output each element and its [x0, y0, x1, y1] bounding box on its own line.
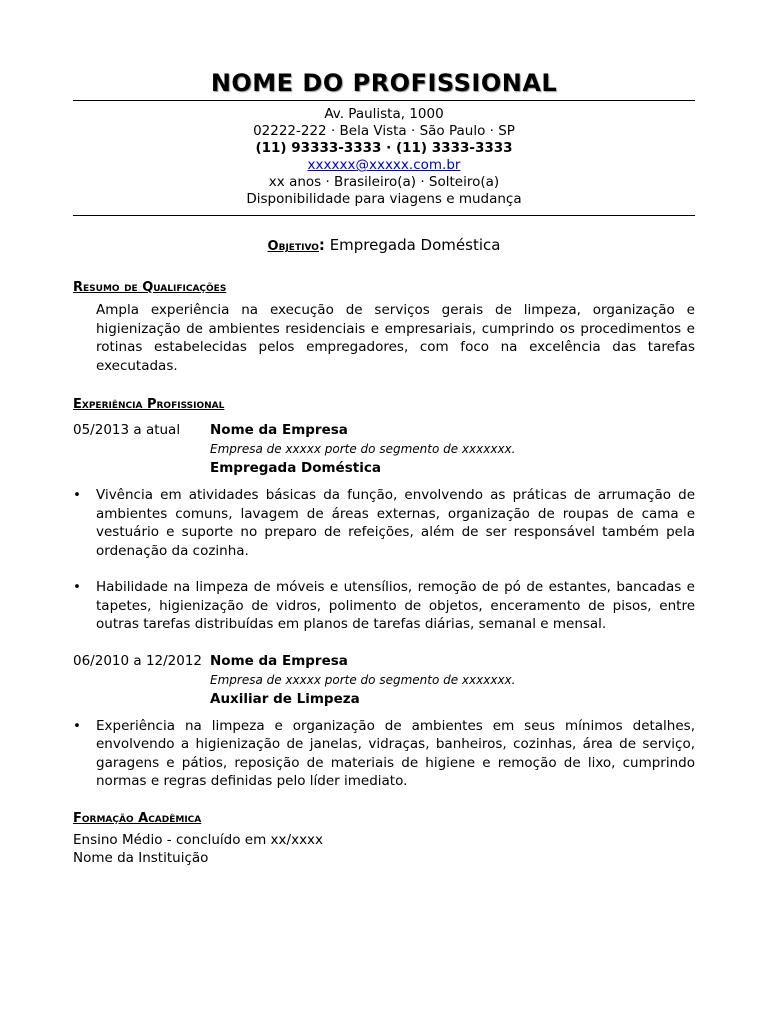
job-description: Empresa de xxxxx porte do segmento de xxxxxxx.: [210, 672, 516, 687]
bullet-text: Habilidade na limpeza de móveis e utensílios, remoção de pó de estantes, bancadas e tapetes, higienização de vidros, polimento de objetos, enceramento de pisos, entre outras tarefas distribuídas em planos de tarefas diárias, semanal e mensal.: [96, 579, 695, 632]
bullet-marker: •: [73, 717, 81, 734]
education-institution: Nome da Instituição: [73, 849, 209, 866]
header-bottom-divider: [73, 215, 695, 216]
education-course: Ensino Médio - concluído em xx/xxxx: [73, 831, 324, 848]
availability: Disponibilidade para viagens e mudança: [246, 191, 522, 207]
education-block: [73, 831, 695, 867]
objective-label: Objetivo: [267, 239, 319, 254]
address: Av. Paulista, 1000: [324, 106, 444, 122]
job-bullets: [73, 717, 695, 791]
resume-page: [73, 0, 695, 867]
objective: [73, 236, 695, 254]
list-item: [73, 717, 695, 791]
job-role: Empregada Doméstica: [210, 460, 381, 476]
bullet-marker: •: [73, 579, 81, 595]
job-period: 05/2013 a atual: [73, 422, 181, 438]
bullet-text: Experiência na limpeza e organização de ambientes em seus mínimos detalhes, envolvendo a higienização de janelas, vidraças, banheiros, cozinhas, área de serviço, garagens e pátios, reposição de materiais de higiene e remoção de lixo, cumprindo normas e regras definidas pelo líder imediato.: [96, 717, 695, 789]
objective-value: Empregada Doméstica: [329, 236, 501, 254]
bullet-text: Vivência em atividades básicas da função, envolvendo as práticas de arrumação de ambientes comuns, lavagem de áreas externas, organização de roupas de cama e vestuário e suporte no preparo de refeições, além de ser responsável também pela ordenação da cozinha.: [96, 487, 695, 559]
list-item: [73, 578, 695, 634]
cep-city: 02222-222 · Bela Vista · São Paulo · SP: [253, 123, 515, 139]
experience-title: Experiência Profissional: [73, 397, 225, 412]
personal-info: xx anos · Brasileiro(a) · Solteiro(a): [268, 174, 500, 190]
list-item: [73, 486, 695, 560]
job-entry: [73, 420, 695, 478]
job-period: 06/2010 a 12/2012: [73, 652, 203, 669]
objective-colon: :: [318, 236, 325, 254]
job-company: Nome da Empresa: [210, 652, 348, 669]
summary-text: Ampla experiência na execução de serviços gerais de limpeza, organização e higienização de ambientes residenciais e empresariais, cumprindo os procedimentos e rotinas estabelecidas pelos empregadores, com foco na excelência das tarefas executadas.: [96, 302, 695, 374]
bullet-marker: •: [73, 487, 81, 503]
job-role: Auxiliar de Limpeza: [210, 690, 360, 707]
email-link[interactable]: xxxxxx@xxxxx.com.br: [307, 157, 461, 173]
summary-title: Resumo de Qualificações: [73, 280, 227, 295]
education-title: Formação Acadêmica: [73, 810, 202, 826]
job-description: Empresa de xxxxx porte do segmento de xxxxxxx.: [210, 442, 516, 456]
job-entry: [73, 651, 695, 709]
job-company: Nome da Empresa: [210, 422, 348, 438]
professional-name: NOME DO PROFISSIONAL: [210, 69, 558, 97]
contact-block: [73, 101, 695, 215]
job-bullets: [73, 486, 695, 634]
phones: (11) 93333-3333 · (11) 3333-3333: [255, 140, 513, 156]
